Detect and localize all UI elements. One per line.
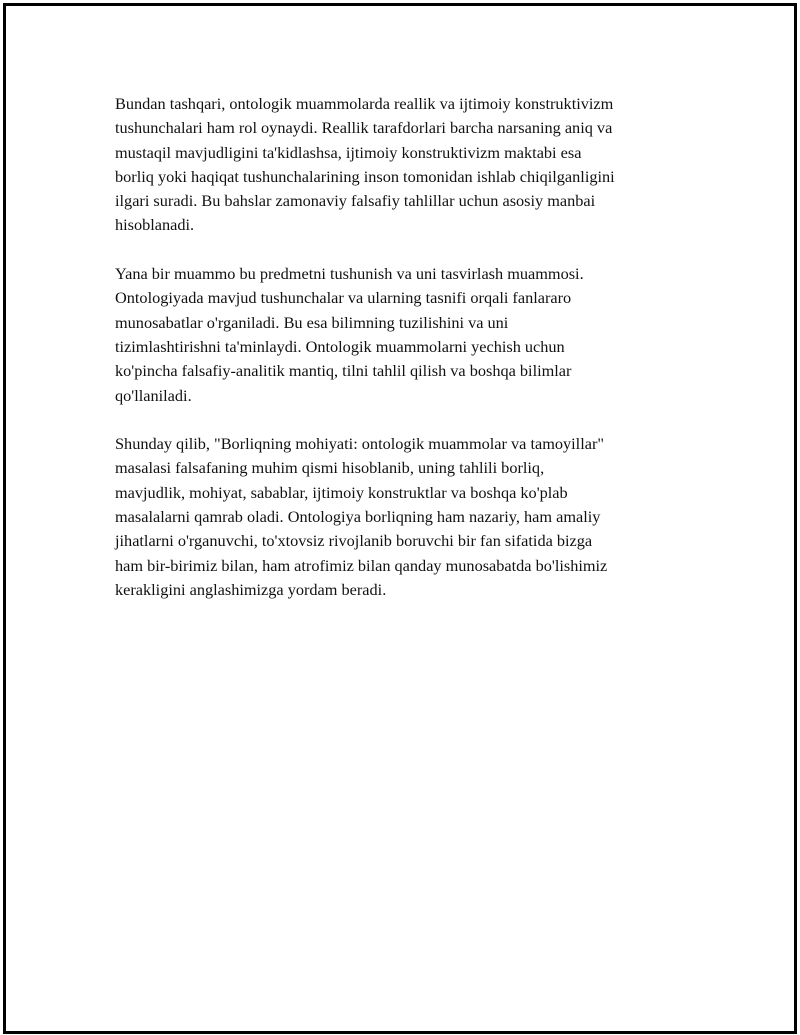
text-line: Shunday qilib, "Borliqning mohiyati: ontologik muammolar va tamoyillar" — [115, 434, 605, 454]
text-line: ilgari suradi. Bu bahslar zamonaviy falsafiy tahlillar uchun asosiy manbai — [115, 191, 596, 211]
text-line: Yana bir muammo bu predmetni tushunish va uni tasvirlash muammosi. — [115, 264, 584, 284]
text-line: munosabatlar o'rganiladi. Bu esa bilimning tuzilishini va uni — [115, 312, 509, 332]
paragraph-2 — [115, 262, 695, 408]
text-line: ham bir-birimiz bilan, ham atrofimiz bilan qanday munosabatda bo'lishimiz — [115, 555, 608, 575]
text-line: jihatlarni o'rganuvchi, to'xtovsiz rivojlanib boruvchi bir fan sifatida bizga — [115, 531, 593, 551]
text-line: kerakligini anglashimizga yordam beradi. — [115, 579, 387, 599]
paragraph-3 — [115, 432, 695, 602]
text-line: Bundan tashqari, ontologik muammolarda reallik va ijtimoiy konstruktivizm — [115, 94, 614, 113]
paragraph-1 — [115, 92, 695, 238]
text-line: ko'pincha falsafiy-analitik mantiq, tilni tahlil qilish va boshqa bilimlar — [115, 361, 572, 381]
text-line: tushunchalari ham rol oynaydi. Reallik tarafdorlari barcha narsaning aniq va — [115, 118, 613, 138]
text-line: qo'llaniladi. — [115, 385, 192, 405]
text-line: Ontologiyada mavjud tushunchalar va ularning tasnifi orqali fanlararo — [115, 288, 572, 308]
text-line: mavjudlik, mohiyat, sabablar, ijtimoiy konstruktlar va boshqa ko'plab — [115, 482, 568, 502]
text-line: borliq yoki haqiqat tushunchalarining inson tomonidan ishlab chiqilganligini — [115, 166, 615, 186]
text-line: masalasi falsafaning muhim qismi hisoblanib, uning tahlili borliq, — [115, 458, 545, 478]
text-line: hisoblanadi. — [115, 215, 195, 235]
text-line: masalalarni qamrab oladi. Ontologiya borliqning ham nazariy, ham amaliy — [115, 507, 601, 527]
text-line: tizimlashtirishni ta'minlaydi. Ontologik muammolarni yechish uchun — [115, 336, 565, 356]
text-line: mustaqil mavjudligini ta'kidlashsa, ijtimoiy konstruktivizm maktabi esa — [115, 142, 582, 162]
document-body — [115, 92, 695, 627]
